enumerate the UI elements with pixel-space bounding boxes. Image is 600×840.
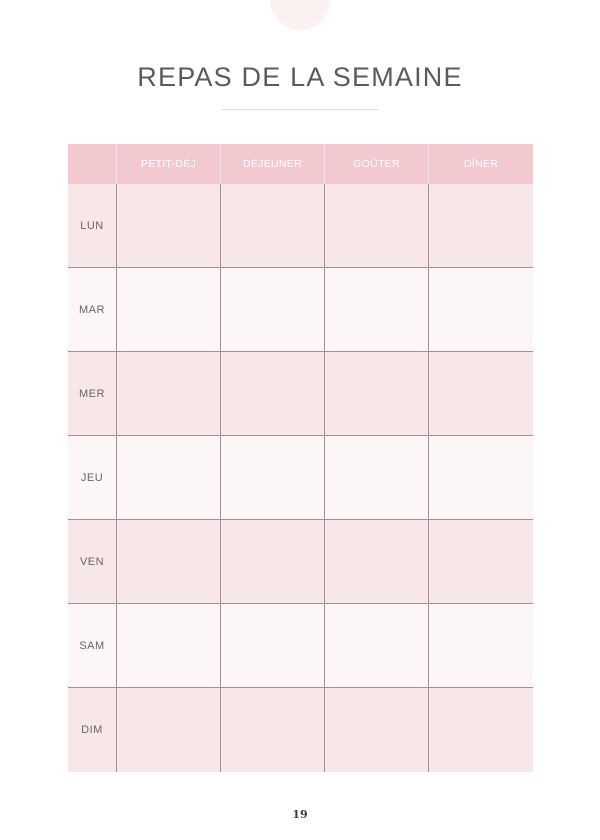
header-corner [68, 144, 116, 184]
title-divider [222, 109, 378, 110]
meal-cell-monday-lunch[interactable] [220, 184, 324, 268]
column-header-dinner: DÎNER [428, 144, 533, 184]
page-title: REPAS DE LA SEMAINE [137, 62, 463, 92]
meal-cell-sunday-breakfast[interactable] [116, 688, 220, 772]
column-header-lunch: DÉJEUNER [220, 144, 324, 184]
meal-cell-thursday-snack[interactable] [324, 436, 428, 520]
day-label-thursday: JEU [68, 436, 116, 520]
meal-cell-saturday-breakfast[interactable] [116, 604, 220, 688]
meal-cell-saturday-snack[interactable] [324, 604, 428, 688]
meal-cell-tuesday-snack[interactable] [324, 268, 428, 352]
day-label-saturday: SAM [68, 604, 116, 688]
meal-cell-thursday-dinner[interactable] [428, 436, 533, 520]
day-label-tuesday: MAR [68, 268, 116, 352]
meal-cell-sunday-lunch[interactable] [220, 688, 324, 772]
meal-cell-monday-snack[interactable] [324, 184, 428, 268]
meal-cell-tuesday-dinner[interactable] [428, 268, 533, 352]
meal-cell-saturday-lunch[interactable] [220, 604, 324, 688]
meal-cell-monday-dinner[interactable] [428, 184, 533, 268]
day-label-friday: VEN [68, 520, 116, 604]
meal-cell-friday-dinner[interactable] [428, 520, 533, 604]
meal-cell-saturday-dinner[interactable] [428, 604, 533, 688]
day-label-wednesday: MER [68, 352, 116, 436]
meal-cell-thursday-lunch[interactable] [220, 436, 324, 520]
day-label-sunday: DIM [68, 688, 116, 772]
page-number: 19 [292, 808, 308, 821]
meal-cell-monday-breakfast[interactable] [116, 184, 220, 268]
meal-cell-wednesday-lunch[interactable] [220, 352, 324, 436]
meal-cell-tuesday-breakfast[interactable] [116, 268, 220, 352]
column-header-snack: GOÛTER [324, 144, 428, 184]
decorative-circle [270, 0, 330, 30]
day-label-monday: LUN [68, 184, 116, 268]
meal-cell-friday-snack[interactable] [324, 520, 428, 604]
meal-cell-friday-lunch[interactable] [220, 520, 324, 604]
meal-cell-wednesday-breakfast[interactable] [116, 352, 220, 436]
meal-cell-tuesday-lunch[interactable] [220, 268, 324, 352]
meal-cell-wednesday-dinner[interactable] [428, 352, 533, 436]
meal-cell-sunday-snack[interactable] [324, 688, 428, 772]
meal-cell-wednesday-snack[interactable] [324, 352, 428, 436]
meal-cell-sunday-dinner[interactable] [428, 688, 533, 772]
meal-cell-friday-breakfast[interactable] [116, 520, 220, 604]
column-header-breakfast: PETIT-DÉJ [116, 144, 220, 184]
meal-planner-table [68, 144, 533, 772]
meal-cell-thursday-breakfast[interactable] [116, 436, 220, 520]
